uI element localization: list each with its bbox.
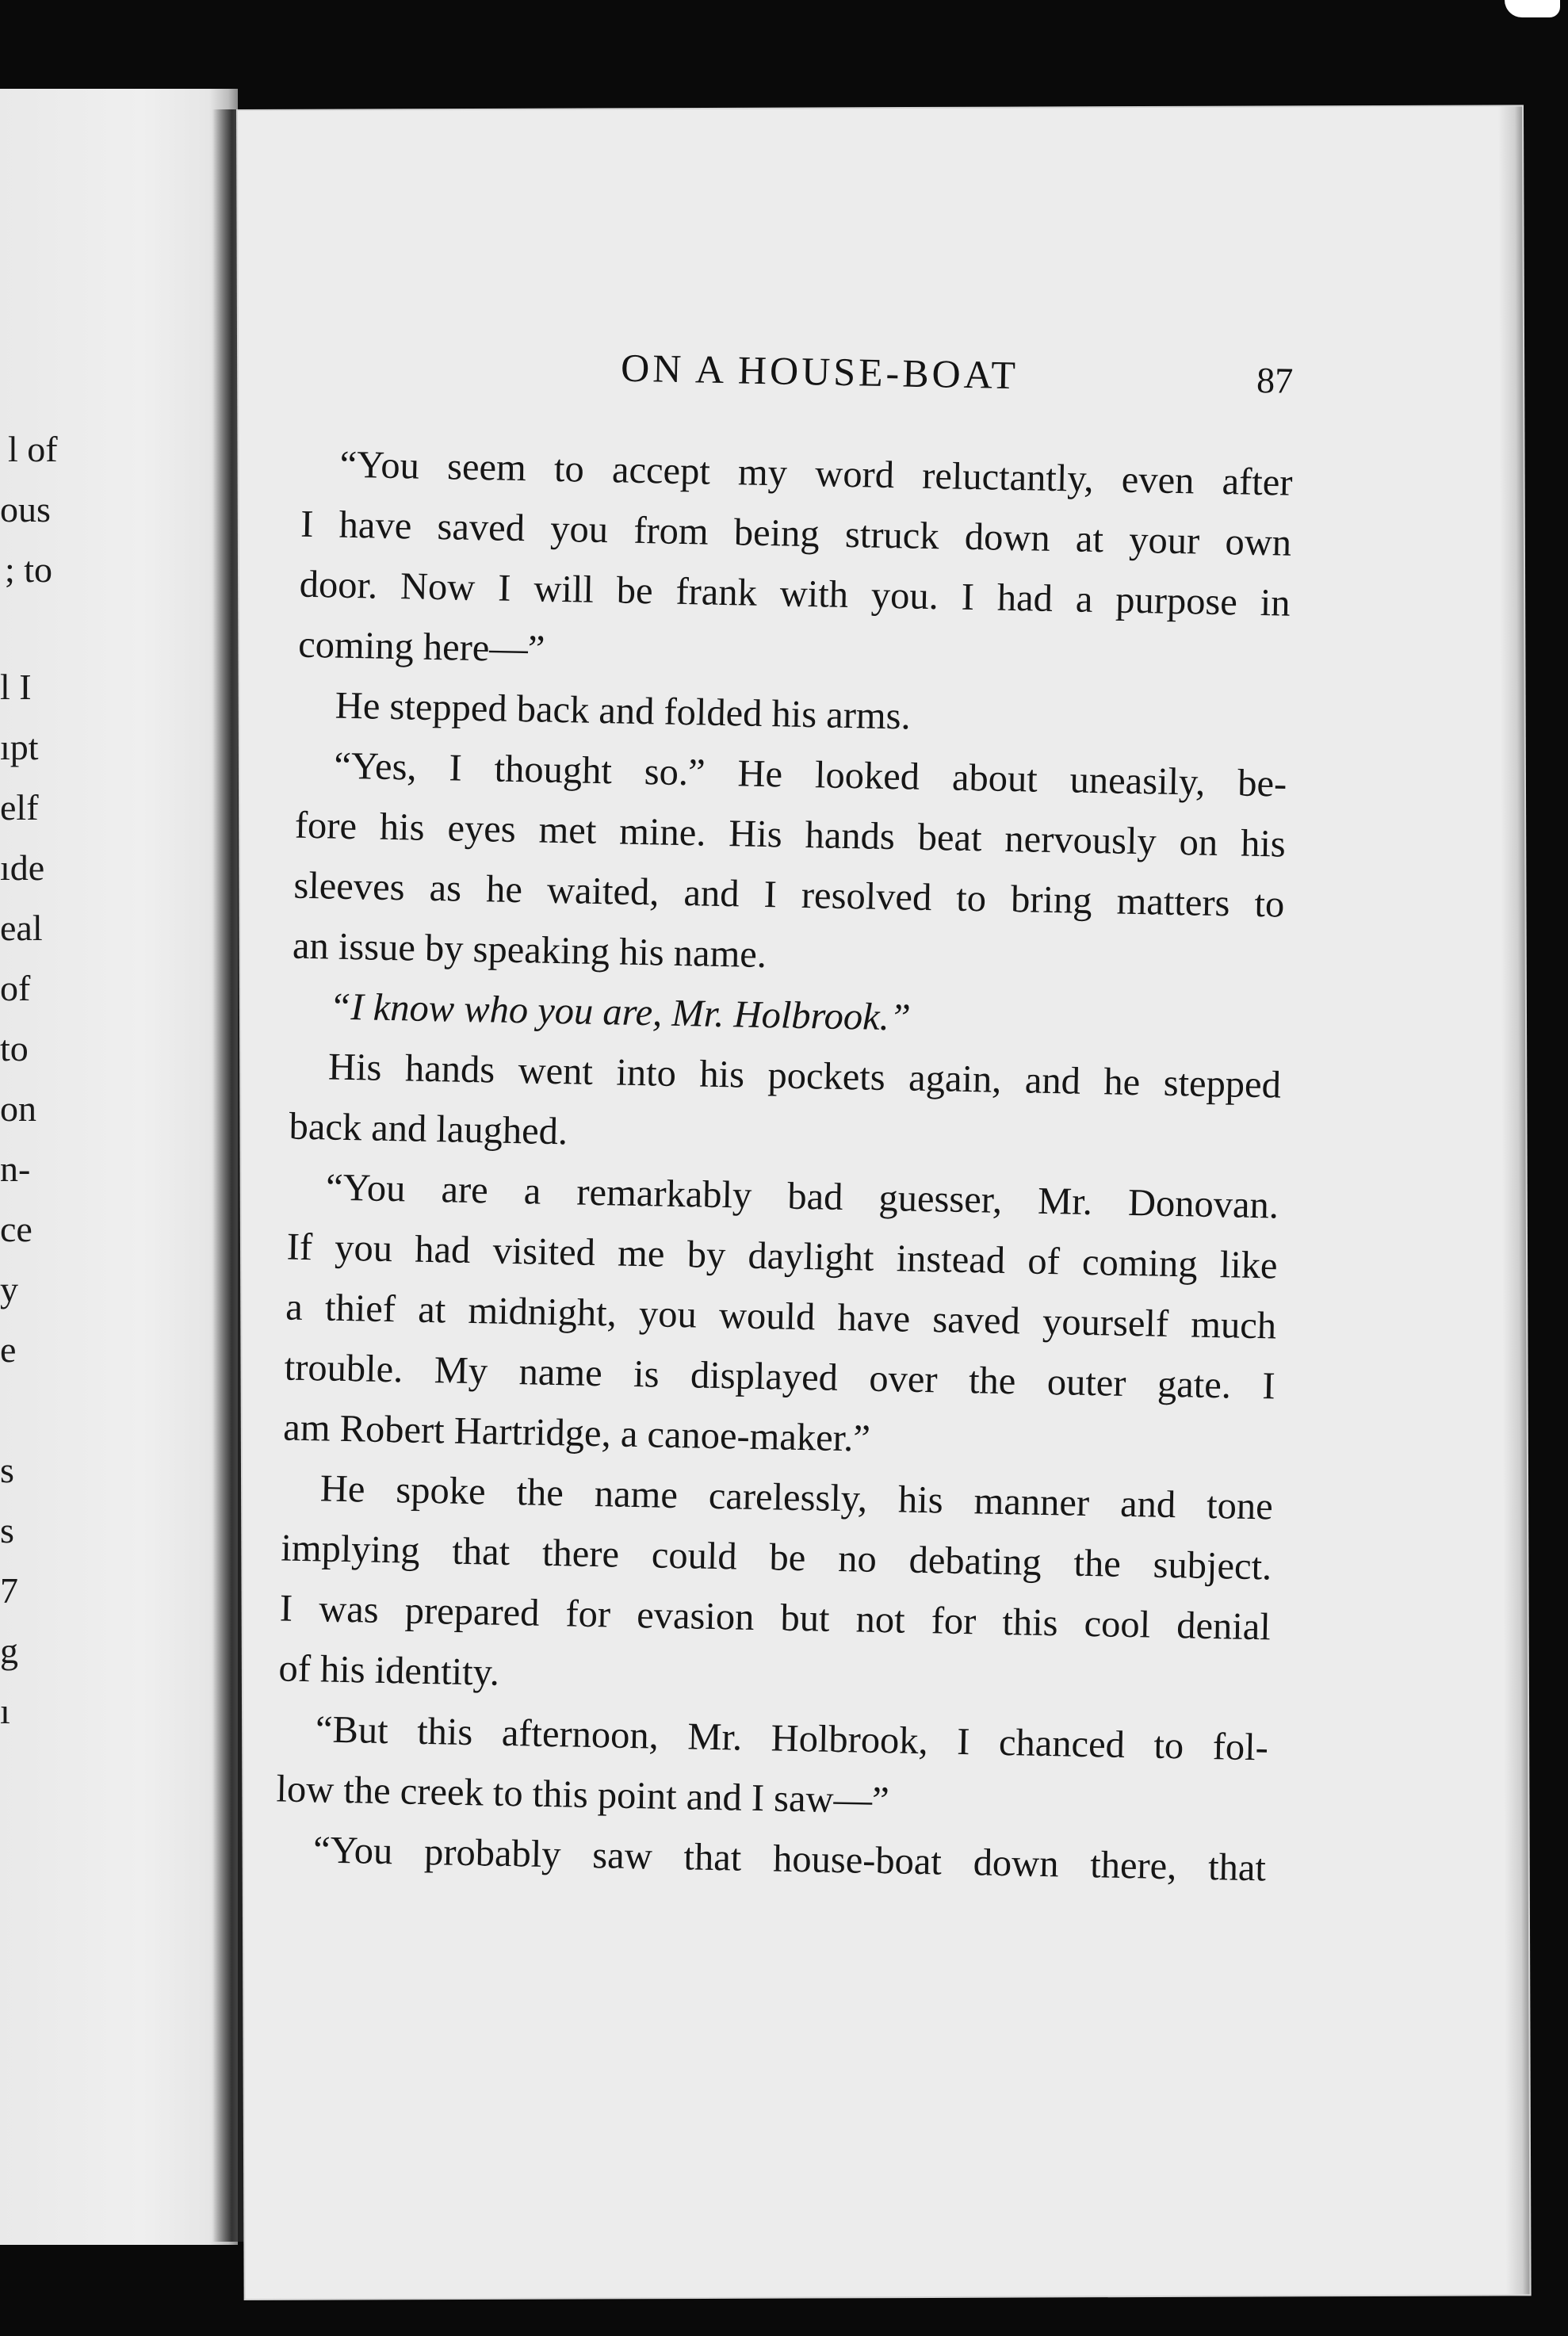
text-line: He stepped back and folded his arms. <box>335 684 912 738</box>
left-fragment: g <box>0 1631 18 1671</box>
left-fragment: ce <box>0 1209 33 1249</box>
text-line: a thief at midnight, you would have saved yourself much <box>285 1286 1277 1348</box>
text-line: His hands went into his pockets again, and he stepped <box>327 1046 1282 1107</box>
text-line: fore his eyes met mine. His hands beat nervously on his <box>294 804 1287 866</box>
left-fragment: ous <box>0 489 51 530</box>
left-fragment: to <box>0 1028 29 1069</box>
page-number: 87 <box>1256 359 1294 401</box>
text-line: of his identity. <box>278 1647 500 1694</box>
scan-corner-mark <box>1505 0 1560 17</box>
text-line: I have saved you from being struck down at your own <box>300 503 1292 564</box>
text-line: an issue by speaking his name. <box>292 924 767 977</box>
text-line-italic: “I know who you are, Mr. Holbrook.” <box>329 985 912 1039</box>
page-edge-shadow <box>1498 106 1530 2294</box>
left-fragment: of <box>0 968 31 1008</box>
left-fragment: 7 <box>0 1570 18 1611</box>
previous-page-text-fragments <box>0 89 238 2245</box>
left-fragment: ıpt <box>0 727 39 767</box>
text-line: If you had visited me by daylight instead of coming like <box>286 1225 1279 1287</box>
left-fragment: l of <box>8 429 58 469</box>
book-page <box>238 106 1530 2299</box>
left-fragment: s <box>0 1450 14 1490</box>
text-line: “But this afternoon, Mr. Holbrook, I chanced to fol- <box>315 1708 1269 1769</box>
text-line: trouble. My name is displayed over the outer gate. I <box>284 1346 1276 1408</box>
text-line: “Yes, I thought so.” He looked about uneasily, be- <box>333 744 1287 805</box>
text-line: back and laughed. <box>289 1105 568 1153</box>
body-text <box>274 434 1293 1899</box>
left-fragment: ıde <box>0 847 45 888</box>
text-line: “You are a remarkably bad guesser, Mr. Donovan. <box>325 1166 1279 1227</box>
left-fragment: l I <box>0 667 32 707</box>
left-fragment: s <box>0 1510 14 1550</box>
text-line: low the creek to this point and I saw—” <box>276 1768 890 1822</box>
running-head: ON A HOUSE-BOAT <box>620 345 1019 398</box>
text-line: He spoke the name carelessly, his manner and tone <box>319 1467 1274 1528</box>
text-line: “You probably saw that house-boat down there, that <box>312 1829 1267 1890</box>
previous-page <box>0 89 238 2245</box>
text-line: coming here—” <box>297 623 545 671</box>
text-line: “You seem to accept my word reluctantly, even after <box>339 443 1293 504</box>
left-fragment: elf <box>0 787 39 828</box>
left-fragment: e <box>0 1329 17 1370</box>
left-fragment: eal <box>0 908 43 948</box>
left-fragment: on <box>0 1088 36 1129</box>
text-line: am Robert Hartridge, a canoe-maker.” <box>282 1406 871 1460</box>
text-line: implying that there could be no debating the subject. <box>280 1527 1272 1589</box>
left-fragment: ı <box>0 1691 10 1731</box>
left-fragment: n- <box>0 1149 31 1189</box>
text-line: I was prepared for evasion but not for this cool denial <box>279 1587 1272 1649</box>
left-fragment: ; to <box>5 549 53 590</box>
text-line: door. Now I will be frank with you. I had a purpose in <box>299 563 1291 625</box>
text-line: sleeves as he waited, and I resolved to bring matters to <box>293 864 1285 926</box>
left-fragment: y <box>0 1269 18 1309</box>
